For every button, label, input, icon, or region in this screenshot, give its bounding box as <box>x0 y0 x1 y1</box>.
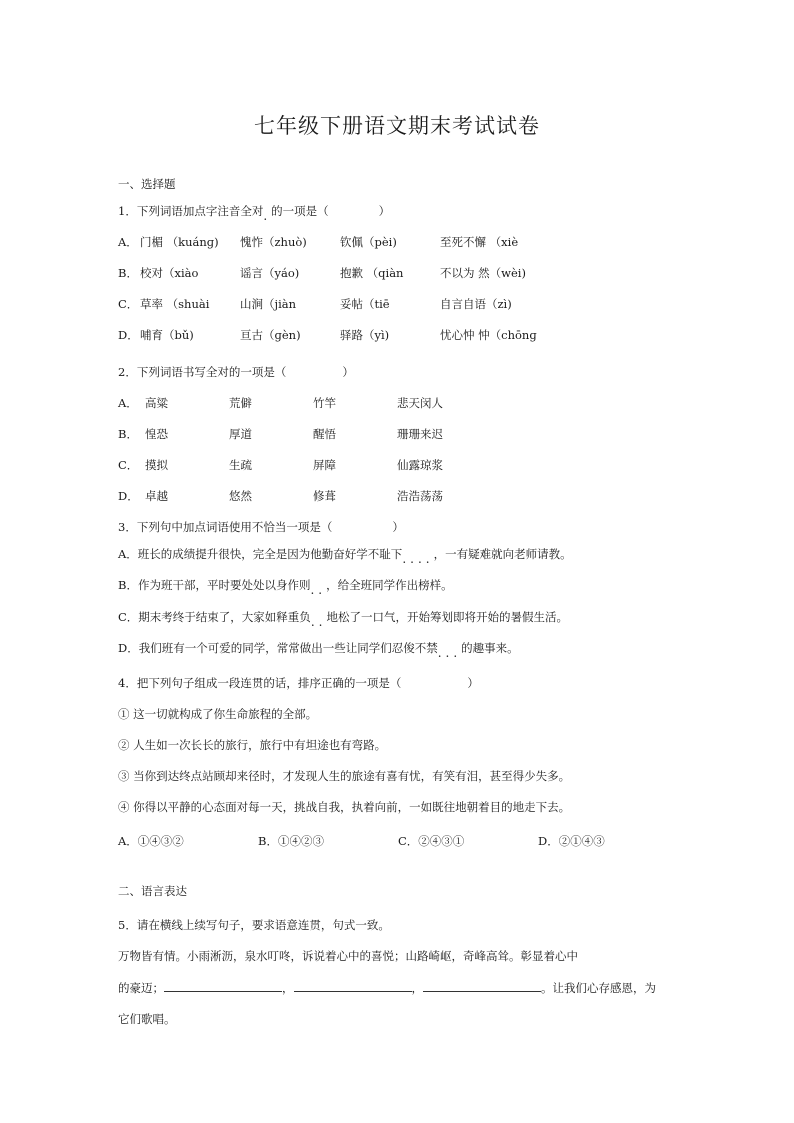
question-4-option-b[interactable]: B．①④②③ <box>258 834 324 848</box>
option-item: 忧心忡 忡（chōnɡ <box>440 328 537 342</box>
option-label: B． <box>118 427 138 441</box>
option-item: 妥帖（tiē <box>340 297 390 311</box>
question-5-stem: 5．请在横线上续写句子，要求语意连贯，句式一致。 <box>118 918 390 932</box>
emphasis-dots: .. <box>310 583 327 597</box>
option-item: 山涧（jiàn <box>240 297 297 311</box>
option-label: A． <box>118 235 138 249</box>
section-heading-choice: 一、选择题 <box>118 177 176 191</box>
option-item: 珊珊来迟 <box>397 427 443 441</box>
question-3-option-d[interactable] <box>118 640 519 660</box>
option-item: 自言自语（zì) <box>440 297 512 311</box>
question-2-option-a[interactable] <box>118 395 443 411</box>
option-text: D．我们班有一个可爱的同学，常常做出一些让同学们忍俊不禁 <box>118 641 438 655</box>
question-4-options <box>118 833 605 849</box>
question-1-stem <box>118 203 391 223</box>
question-2-option-b[interactable] <box>118 426 443 442</box>
section-heading-language: 二、语言表达 <box>118 884 187 898</box>
passage-text: 。让我们心存感恩，为 <box>541 981 656 995</box>
question-4-option-d[interactable]: D．②①④③ <box>538 834 605 848</box>
option-item: 悲天闵人 <box>397 396 443 410</box>
option-text: 的趣事来。 <box>461 641 519 655</box>
option-label: B． <box>118 266 138 280</box>
page-title: 七年级下册语文期末考试试卷 <box>254 114 540 138</box>
question-4-stem <box>118 675 479 691</box>
option-item: 醒悟 <box>313 427 336 441</box>
question-3-stem-text: 3．下列句中加点词语使用不恰当一项是（ <box>118 520 333 534</box>
question-5-passage-line-2 <box>118 979 656 996</box>
option-item: 卓越 <box>145 489 168 503</box>
emphasis-dots: . <box>263 209 272 223</box>
option-text: ，一有疑难就向老师请教。 <box>433 547 572 561</box>
answer-blank-3[interactable] <box>423 979 541 992</box>
option-label: D． <box>118 489 139 503</box>
option-item: 愧怍（zhuò) <box>240 235 307 249</box>
question-4-sentence-1: ① 这一切就构成了你生命旅程的全部。 <box>118 707 318 721</box>
option-item: 厚道 <box>229 427 252 441</box>
option-item: 门楣 （kuánɡ) <box>140 235 219 249</box>
question-4-sentence-3: ③ 当你到达终点站顾却来径时，才发现人生的旅途有喜有忧，有笑有泪，甚至得少失多。 <box>118 769 571 783</box>
question-1-stem-text: 1．下列词语加点字注音全对 <box>118 204 264 218</box>
option-text: 地松了一口气，开始筹划即将开始的暑假生活。 <box>326 610 568 624</box>
option-label: A． <box>118 396 138 410</box>
question-2-paren-close: ） <box>342 365 354 379</box>
option-item: 仙露琼浆 <box>397 458 443 472</box>
question-1-option-d[interactable] <box>118 327 537 343</box>
option-item: 竹竿 <box>313 396 336 410</box>
question-1-stem-tail: 的一项是（ <box>271 204 329 218</box>
emphasis-dots: ... <box>437 646 462 660</box>
question-2-option-c[interactable] <box>118 457 443 473</box>
option-item: 亘古（ɡèn) <box>240 328 301 342</box>
option-item: 至死不懈 （xiè <box>440 235 519 249</box>
question-1-option-c[interactable] <box>118 296 512 312</box>
option-item: 生疏 <box>229 458 252 472</box>
emphasis-dots: .. <box>310 615 327 629</box>
passage-comma: ， <box>411 981 423 995</box>
question-3-stem <box>118 519 404 535</box>
emphasis-dots: .... <box>402 552 434 566</box>
question-4-sentence-2: ② 人生如一次长长的旅行，旅行中有坦途也有弯路。 <box>118 738 387 752</box>
option-item: 修葺 <box>313 489 336 503</box>
option-label: C． <box>118 458 139 472</box>
question-5-passage-line-3: 它们歌唱。 <box>118 1012 176 1026</box>
option-item: 高粱 <box>145 396 168 410</box>
option-item: 不以为 然（wèi) <box>440 266 526 280</box>
option-item: 草率 （shuài <box>140 297 210 311</box>
question-1-paren-close: ） <box>378 204 391 218</box>
answer-blank-1[interactable] <box>164 979 282 992</box>
option-item: 谣言（yáo) <box>240 266 300 280</box>
option-item: 校对（xiào <box>140 266 199 280</box>
option-item: 悠然 <box>229 489 252 503</box>
question-1-option-b[interactable] <box>118 265 526 281</box>
option-item: 荒僻 <box>229 396 252 410</box>
question-3-option-a[interactable] <box>118 546 572 566</box>
option-text: A．班长的成绩提升很快，完全是因为他勤奋好学不耻下 <box>118 547 403 561</box>
option-item: 抱歉 （qiàn <box>340 266 404 280</box>
question-1-option-a[interactable] <box>118 234 518 250</box>
option-text: ，给全班同学作出榜样。 <box>326 578 453 592</box>
option-item: 摸拟 <box>145 458 168 472</box>
question-3-option-b[interactable] <box>118 577 453 597</box>
question-5-passage-line-1: 万物皆有情。小雨淅沥，泉水叮咚，诉说着心中的喜悦；山路崎岖，奇峰高耸。彰显着心中 <box>118 949 578 963</box>
question-4-sentence-4: ④ 你得以平静的心态面对每一天，挑战自我，执着向前，一如既往地朝着目的地走下去。 <box>118 800 571 814</box>
question-4-paren-close: ） <box>467 676 479 690</box>
question-2-option-d[interactable] <box>118 488 443 504</box>
question-2-stem-text: 2．下列词语书写全对的一项是（ <box>118 365 287 379</box>
option-text: B．作为班干部，平时要处处以身作则 <box>118 578 311 592</box>
option-item: 惶恐 <box>145 427 168 441</box>
option-item: 哺育（bǔ) <box>140 328 194 342</box>
question-2-stem <box>118 364 354 380</box>
passage-comma: ， <box>282 981 294 995</box>
question-4-option-a[interactable]: A．①④③② <box>118 834 184 848</box>
answer-blank-2[interactable] <box>294 979 412 992</box>
question-3-paren-close: ） <box>392 520 404 534</box>
option-label: D． <box>118 328 139 342</box>
question-4-option-c[interactable]: C．②④③① <box>398 834 465 848</box>
question-4-stem-text: 4．把下列句子组成一段连贯的话，排序正确的一项是（ <box>118 676 402 690</box>
passage-text: 的豪迈； <box>118 981 164 995</box>
option-text: C．期末考终于结束了，大家如释重负 <box>118 610 311 624</box>
option-item: 浩浩荡荡 <box>397 489 443 503</box>
option-item: 钦佩（pèi) <box>340 235 397 249</box>
question-3-option-c[interactable] <box>118 609 568 629</box>
option-item: 屏障 <box>313 458 336 472</box>
option-label: C． <box>118 297 139 311</box>
option-item: 驿路（yì) <box>340 328 390 342</box>
